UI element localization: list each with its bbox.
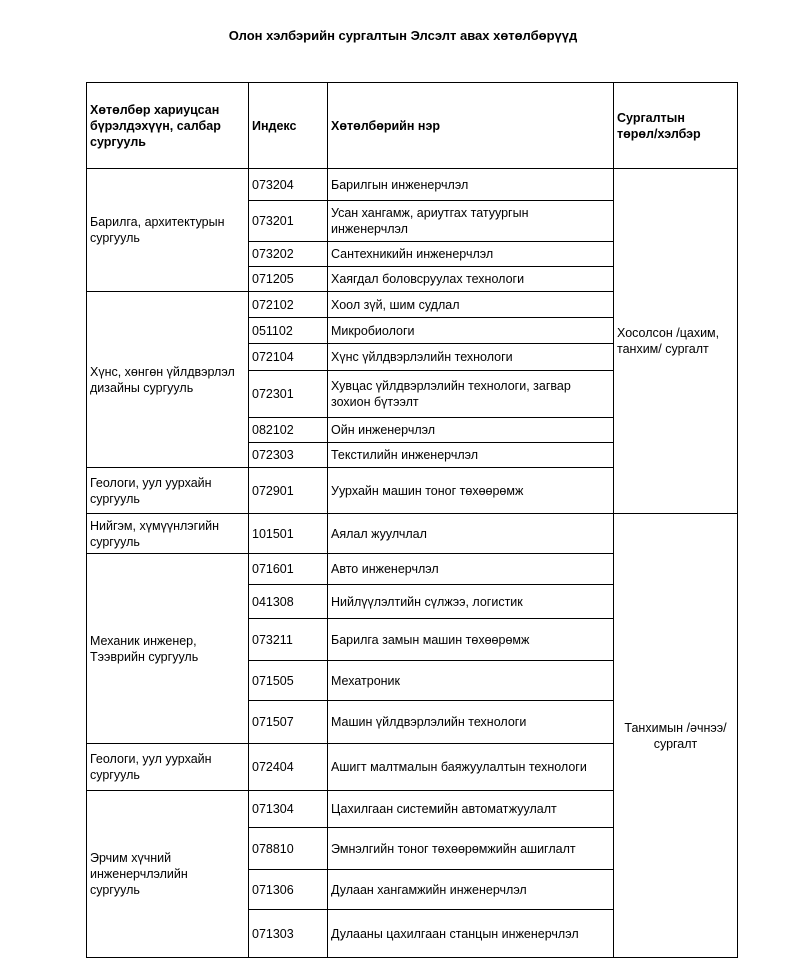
program-name-cell: Усан хангамж, ариутгах татуургын инженерчлэл bbox=[331, 206, 529, 236]
index-cell: 078810 bbox=[252, 841, 294, 856]
header-name: Хөтөлбөрийн нэр bbox=[331, 118, 440, 133]
program-name-cell: Аялал жуулчлал bbox=[331, 526, 427, 541]
program-name-cell: Ашигт малтмалын баяжуулалтын технологи bbox=[331, 760, 587, 774]
training-type-cell: Танхимын /әчнээ/ сургалт bbox=[624, 720, 727, 751]
table-rule bbox=[737, 82, 738, 957]
table-rule bbox=[86, 82, 738, 83]
program-name-cell: Барилгын инженерчлэл bbox=[331, 177, 469, 192]
index-cell: 041308 bbox=[252, 594, 294, 609]
header-type: Сургалтын төрөл/хэлбэр bbox=[617, 110, 701, 141]
header-org: Хөтөлбөр хариуцсан бүрэлдэхүүн, салбар сургууль bbox=[90, 102, 221, 149]
index-cell: 072901 bbox=[252, 483, 294, 498]
index-cell: 071304 bbox=[252, 802, 294, 816]
program-name-cell: Хүнс үйлдвэрлэлийн технологи bbox=[331, 350, 513, 364]
program-name-cell: Хоол зүй, шим судлал bbox=[331, 297, 460, 312]
program-name-cell: Барилга замын машин төхөөрөмж bbox=[331, 632, 530, 647]
index-cell: 071507 bbox=[252, 715, 294, 729]
index-cell: 071505 bbox=[252, 673, 294, 688]
index-cell: 051102 bbox=[252, 323, 293, 338]
index-cell: 072102 bbox=[252, 297, 294, 312]
index-cell: 071601 bbox=[252, 562, 294, 576]
index-cell: 082102 bbox=[252, 423, 294, 437]
program-name-cell: Машин үйлдвэрлэлийн технологи bbox=[331, 715, 527, 729]
table-rule bbox=[248, 82, 249, 957]
table-rule bbox=[248, 957, 614, 958]
program-name-cell: Текстилийн инженерчлэл bbox=[331, 448, 479, 462]
table-rule bbox=[327, 82, 328, 957]
index-cell: 073204 bbox=[252, 177, 294, 192]
school-cell: Хүнс, хөнгөн үйлдвэрлэл дизайны сургууль bbox=[90, 364, 235, 395]
table-rule bbox=[86, 957, 249, 958]
index-cell: 072104 bbox=[252, 350, 294, 364]
school-cell: Нийгэм, хүмүүнлэгийн сургууль bbox=[90, 518, 220, 549]
table-rule bbox=[613, 82, 614, 957]
program-name-cell: Цахилгаан системийн автоматжуулалт bbox=[331, 802, 557, 816]
program-name-cell: Сантехникийн инженерчлэл bbox=[331, 247, 494, 261]
school-cell: Геологи, уул уурхайн сургууль bbox=[90, 752, 212, 782]
page-title: Олон хэлбэрийн сургалтын Элсэлт авах хөтөлбөрүүд bbox=[228, 28, 578, 43]
program-name-cell: Хаягдал боловсруулах технологи bbox=[331, 272, 525, 286]
program-name-cell: Дулааны цахилгаан станцын инженерчлэл bbox=[331, 926, 579, 941]
index-cell: 071205 bbox=[252, 272, 294, 286]
program-name-cell: Дулаан хангамжийн инженерчлэл bbox=[331, 882, 527, 897]
training-type-cell: Хосолсон /цахим, танхим/ сургалт bbox=[617, 326, 720, 356]
index-cell: 072404 bbox=[252, 760, 294, 774]
index-cell: 071306 bbox=[252, 882, 294, 897]
index-cell: 071303 bbox=[252, 926, 294, 941]
index-cell: 101501 bbox=[252, 526, 294, 541]
header-index: Индекс bbox=[252, 118, 297, 133]
table-rule bbox=[613, 957, 738, 958]
program-name-cell: Ойн инженерчлэл bbox=[331, 423, 436, 437]
program-name-cell: Авто инженерчлэл bbox=[331, 562, 439, 576]
school-cell: Механик инженер, Тээврийн сургууль bbox=[90, 633, 199, 664]
index-cell: 073202 bbox=[252, 247, 294, 261]
program-name-cell: Уурхайн машин тоног төхөөрөмж bbox=[331, 483, 524, 498]
program-name-cell: Эмнэлгийн тоног төхөөрөмжийн ашиглалт bbox=[331, 841, 576, 856]
index-cell: 073201 bbox=[252, 214, 294, 228]
index-cell: 072301 bbox=[252, 387, 294, 401]
program-name-cell: Микробиологи bbox=[331, 323, 415, 338]
program-name-cell: Нийлүүлэлтийн сүлжээ, логистик bbox=[331, 594, 523, 609]
program-name-cell: Мехатроник bbox=[331, 673, 401, 688]
program-name-cell: Хувцас үйлдвэрлэлийн технологи, загвар зохион бүтээлт bbox=[331, 379, 571, 409]
school-cell: Геологи, уул уурхайн сургууль bbox=[90, 475, 212, 506]
table-rule bbox=[86, 82, 87, 957]
index-cell: 073211 bbox=[252, 632, 293, 647]
index-cell: 072303 bbox=[252, 448, 294, 462]
school-cell: Барилга, архитектурын сургууль bbox=[90, 215, 225, 245]
school-cell: Эрчим хүчний инженерчлэлийн сургууль bbox=[90, 851, 188, 897]
